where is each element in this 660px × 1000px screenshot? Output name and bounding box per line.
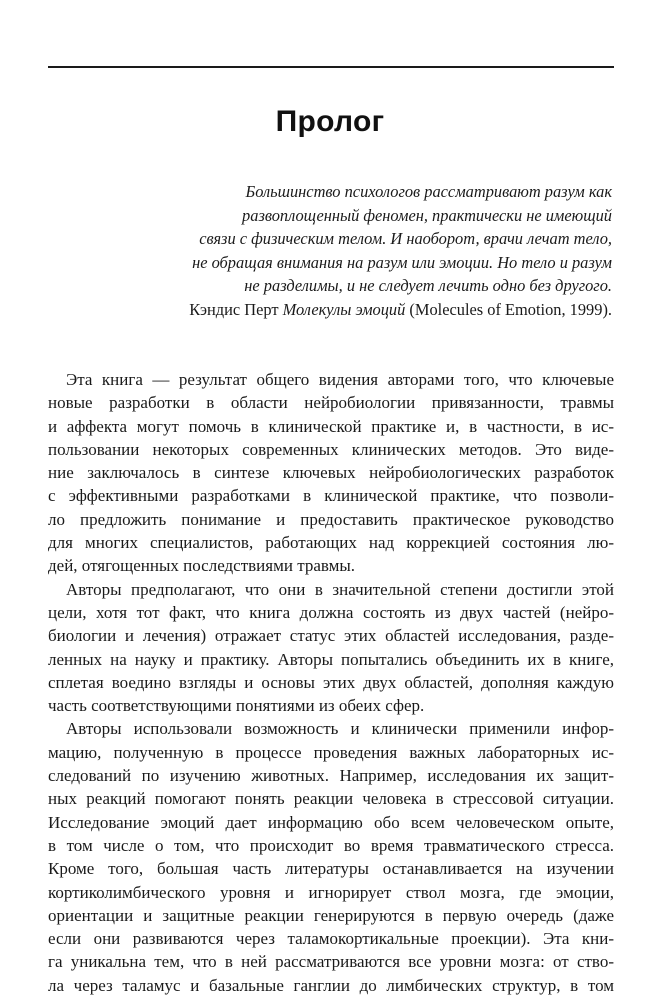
epigraph-line: связи с физическим телом. И наоборот, врачи лечат тело, <box>199 229 612 248</box>
body-line: Эта книга — результат общего видения авторами того, что ключевые <box>66 370 614 389</box>
epigraph-book-details: (Molecules of Emotion, 1999). <box>405 299 612 319</box>
body-line: Кроме того, большая часть литературы останавливается на изучении <box>48 859 614 879</box>
body-line: ленных на науку и практику. Авторы попытались объединить их в книге, <box>48 649 614 669</box>
body-line: с эффективными разработками в клинической практике, что позволи- <box>48 486 614 506</box>
body-line: пользовании некоторых современных клинических методов. Это виде- <box>48 439 614 459</box>
body-line: га уникальна тем, что в ней рассматриваются все уровни мозга: от ство- <box>48 952 614 972</box>
epigraph-book-title: Молекулы эмоций <box>282 299 406 319</box>
body-line: Авторы предполагают, что они в значительной степени достигли этой <box>66 579 614 599</box>
epigraph-attribution <box>92 298 612 322</box>
epigraph <box>92 180 612 321</box>
header-rule <box>48 66 614 68</box>
body-line: Авторы использовали возможность и клинически применили инфор- <box>66 719 614 739</box>
epigraph-line: развоплощенный феномен, практически не имеющий <box>242 205 612 225</box>
body-line: следований по изучению животных. Например, исследования их защит- <box>48 766 614 786</box>
body-line: ло предложить понимание и предоставить практическое руководство <box>48 509 614 529</box>
body-paragraph <box>48 368 614 578</box>
body-line: ориентации и защитные реакции генерируются в первую очередь (даже <box>48 905 614 925</box>
body-line: Исследование эмоций дает информацию обо всем человеческом опыте, <box>48 812 614 832</box>
body-paragraph <box>48 578 614 718</box>
body-text <box>48 368 614 997</box>
epigraph-line: не обращая внимания на разум или эмоции. Но тело и разум <box>192 252 612 272</box>
body-line: цели, хотя тот факт, что книга должна состоять из двух частей (нейро- <box>48 602 614 622</box>
body-line: новые разработки в области нейробиологии привязанности, травмы <box>48 393 614 413</box>
body-line: сплетая воедино взгляды и основы этих двух областей, дополняя каждую <box>48 672 614 692</box>
body-line: ных реакций помогают понять реакции человека в стрессовой ситуации. <box>48 789 614 809</box>
body-line: для многих специалистов, работающих над коррекцией состояния лю- <box>48 533 614 553</box>
body-line: если они развиваются через таламокортикальные проекции). Эта кни- <box>48 929 614 949</box>
body-paragraph <box>48 717 614 997</box>
epigraph-line: Большинство психологов рассматривают разум как <box>245 182 612 201</box>
body-line: биологии и лечения) отражает статус этих областей исследования, разде- <box>48 626 614 646</box>
body-line: и аффекта могут помочь в клинической практике и, в частности, в ис- <box>48 416 614 436</box>
chapter-title: Пролог <box>275 105 385 139</box>
body-line: ла через таламус и базальные ганглии до лимбических структур, в том <box>48 975 614 995</box>
epigraph-author: Кэндис Перт <box>189 299 283 319</box>
body-line: ние заключалось в синтезе ключевых нейробиологических разработок <box>48 463 614 483</box>
body-line: кортиколимбического уровня и игнорирует ствол мозга, где эмоции, <box>48 882 614 902</box>
body-line: мацию, полученную в процессе проведения важных лабораторных ис- <box>48 742 614 762</box>
body-line: в том числе о том, что происходит во время травматического стресса. <box>48 835 614 855</box>
body-line: дей, отягощенных последствиями травмы. <box>48 556 356 576</box>
epigraph-line: не разделимы, и не следует лечить одно без другого. <box>244 276 612 295</box>
body-line: часть соответствующими понятиями из обеих сфер. <box>48 696 425 716</box>
